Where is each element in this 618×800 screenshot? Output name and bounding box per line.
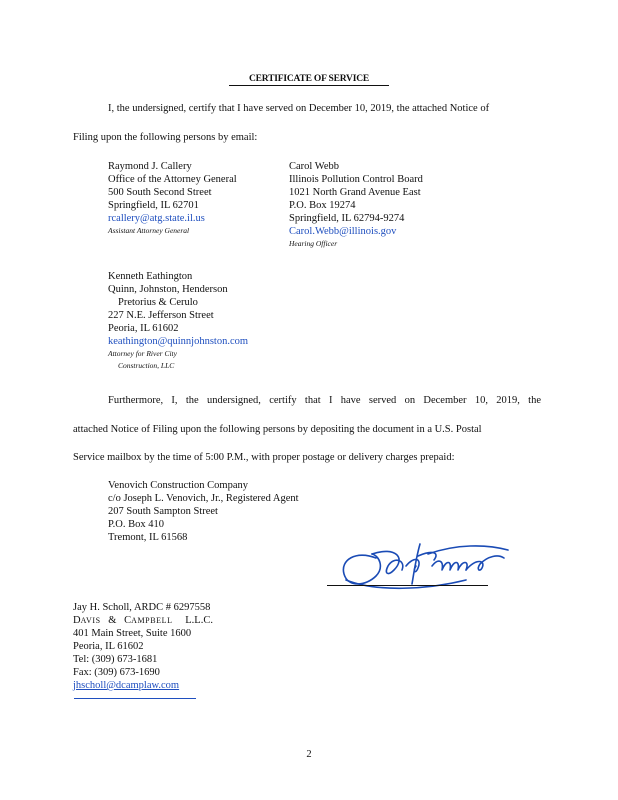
word: that <box>304 395 321 406</box>
word: 2019, <box>496 395 520 406</box>
recipient-eathington <box>108 270 248 372</box>
word: certify <box>269 395 297 406</box>
firm-fax: Fax: (309) 673-1690 <box>73 667 160 678</box>
firm-street: 401 Main Street, Suite 1600 <box>73 628 192 639</box>
recipient-city: Springfield, IL 62701 <box>108 200 199 211</box>
word: I <box>328 395 333 406</box>
paragraph-2-line-2: attached Notice of Filing upon the following persons by depositing the document in a U.S. Postal <box>73 424 482 435</box>
word: have <box>340 395 361 406</box>
word: undersigned, <box>206 395 261 406</box>
recipient-po-box: P.O. Box 19274 <box>289 200 356 211</box>
firm-name: DAVIS & CAMPBELL L.L.C. <box>73 615 213 626</box>
recipient-firm: Quinn, Johnston, Henderson <box>108 284 228 295</box>
recipient-street: 207 South Sampton Street <box>108 506 218 517</box>
recipient-agent: c/o Joseph L. Venovich, Jr., Registered Agent <box>108 493 299 504</box>
paragraph-1-line-1: I, the undersigned, certify that I have served on December 10, 2019, the attached Notice of <box>108 103 490 114</box>
recipient-street: 227 N.E. Jefferson Street <box>108 310 214 321</box>
recipient-role: Attorney for River City <box>108 349 177 358</box>
recipient-city: Springfield, IL 62794-9274 <box>289 213 405 224</box>
recipient-role: Assistant Attorney General <box>108 226 190 235</box>
paragraph-2-line-1 <box>108 395 541 406</box>
recipient-street: 1021 North Grand Avenue East <box>289 187 421 198</box>
recipient-role: Hearing Officer <box>289 239 338 248</box>
word: the <box>528 395 541 406</box>
paragraph-2-line-3: Service mailbox by the time of 5:00 P.M., with proper postage or delivery charges prepaid: <box>73 452 455 463</box>
page-number: 2 <box>306 749 312 760</box>
word: the <box>185 395 199 406</box>
recipient-office: Office of the Attorney General <box>108 174 237 185</box>
recipient-webb <box>289 160 423 250</box>
recipient-name: Raymond J. Callery <box>108 161 192 172</box>
recipient-callery <box>108 160 237 237</box>
paragraph-1-line-2: Filing upon the following persons by email: <box>73 132 258 143</box>
email-underline <box>74 698 196 699</box>
word: 10, <box>474 395 488 406</box>
handwritten-signature <box>336 536 516 592</box>
word: December <box>423 395 467 406</box>
word: Furthermore, <box>108 395 164 406</box>
certificate-title: CERTIFICATE OF SERVICE <box>248 74 370 84</box>
word: served <box>368 395 397 406</box>
recipient-role-cont: Construction, LLC <box>118 361 175 370</box>
signer-email-link[interactable]: jhscholl@dcamplaw.com <box>73 680 180 691</box>
word: on <box>404 395 416 406</box>
recipient-city: Peoria, IL 61602 <box>108 323 179 334</box>
recipient-city: Tremont, IL 61568 <box>108 532 188 543</box>
firm-telephone: Tel: (309) 673-1681 <box>73 654 158 665</box>
word: I, <box>171 395 178 406</box>
signature-line <box>327 585 488 586</box>
recipient-firm-cont: Pretorius & Cerulo <box>118 297 198 308</box>
mail-recipient <box>108 479 299 544</box>
recipient-name: Venovich Construction Company <box>108 480 248 491</box>
recipient-email-link[interactable]: keathington@quinnjohnston.com <box>108 336 249 347</box>
recipient-email-link[interactable]: rcallery@atg.state.il.us <box>108 213 205 224</box>
firm-city: Peoria, IL 61602 <box>73 641 144 652</box>
recipient-name: Kenneth Eathington <box>108 271 193 282</box>
signer-block <box>73 601 213 692</box>
recipient-email-link[interactable]: Carol.Webb@illinois.gov <box>289 226 397 237</box>
recipient-office: Illinois Pollution Control Board <box>289 174 423 185</box>
title-underline <box>229 85 389 86</box>
recipient-name: Carol Webb <box>289 161 339 172</box>
recipient-street: 500 South Second Street <box>108 187 212 198</box>
recipient-po-box: P.O. Box 410 <box>108 519 165 530</box>
signer-name: Jay H. Scholl, ARDC # 6297558 <box>73 602 211 613</box>
